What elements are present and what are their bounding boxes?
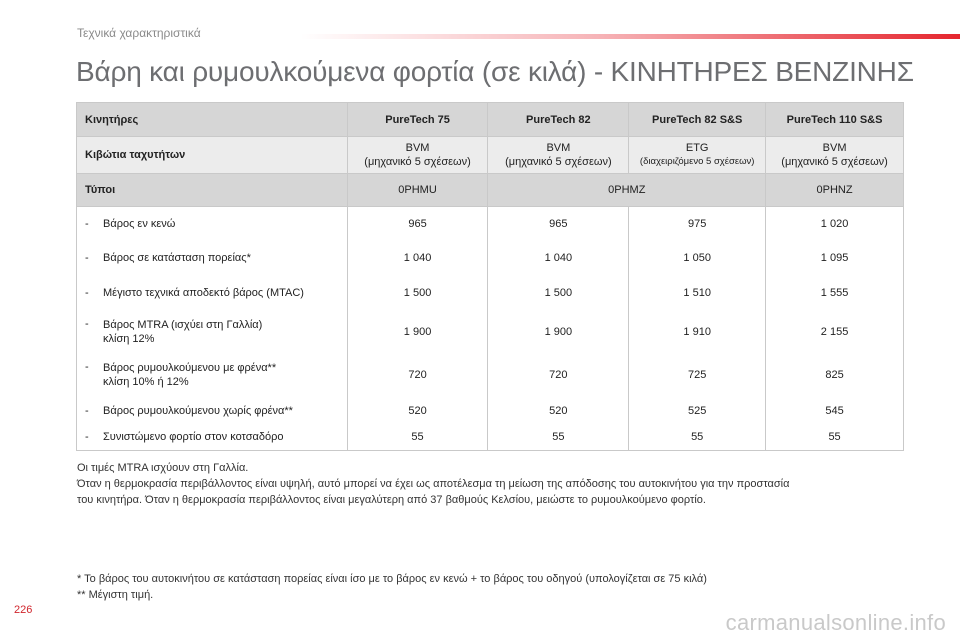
- value-cell: 1 500: [347, 275, 488, 311]
- types-label: Τύποι: [77, 174, 348, 207]
- engine-header: PureTech 75: [347, 103, 488, 137]
- section-label: Τεχνικά χαρακτηριστικά: [77, 26, 201, 40]
- gearbox-desc: (μηχανικό 5 σχέσεων): [364, 156, 471, 168]
- engines-label: Κινητήρες: [77, 103, 348, 137]
- engine-header: PureTech 82 S&S: [629, 103, 766, 137]
- value-cell: 2 155: [766, 311, 904, 353]
- top-accent-rule: [300, 34, 960, 39]
- row-label: [77, 311, 348, 353]
- row-label-subtext: κλίση 10% ή 12%: [103, 375, 189, 388]
- value-cell: 55: [488, 425, 629, 451]
- specs-table: [76, 102, 904, 451]
- value-cell: 975: [629, 207, 766, 241]
- notes-block: [77, 460, 907, 508]
- value-cell: 545: [766, 397, 904, 425]
- note-line: του κινητήρα. Όταν η θερμοκρασία περιβάλλοντος είναι μεγαλύτερη από 37 βαθμούς Κελσίου, μειώστε το ρυμουλκούμενο φορτίο.: [77, 494, 706, 506]
- page-number: 226: [14, 604, 33, 616]
- row-label: [77, 397, 348, 425]
- row-label: [77, 353, 348, 397]
- row-label-text: Μέγιστο τεχνικά αποδεκτό βάρος (MTAC): [103, 286, 304, 299]
- value-cell: 1 555: [766, 275, 904, 311]
- gearbox-desc: (διαχειριζόμενο 5 σχέσεων): [639, 156, 755, 167]
- row-dash: -: [85, 251, 89, 264]
- type-code: 0PHMZ: [488, 174, 766, 207]
- table-row: [77, 311, 904, 353]
- gearbox-code: BVM: [546, 142, 571, 154]
- value-cell: 1 510: [629, 275, 766, 311]
- row-label-text: Βάρος MTRA (ισχύει στη Γαλλία): [103, 318, 263, 331]
- row-dash: -: [85, 404, 89, 417]
- table-row: [77, 207, 904, 241]
- table-row: [77, 241, 904, 275]
- gearbox-label: Κιβώτια ταχυτήτων: [77, 137, 348, 174]
- value-cell: 1 020: [766, 207, 904, 241]
- value-cell: 1 040: [347, 241, 488, 275]
- gearbox-desc: (μηχανικό 5 σχέσεων): [781, 156, 888, 168]
- value-cell: 965: [488, 207, 629, 241]
- types-row: [77, 174, 904, 207]
- row-label-text: Βάρος εν κενώ: [103, 217, 176, 230]
- value-cell: 720: [347, 353, 488, 397]
- value-cell: 520: [488, 397, 629, 425]
- row-dash: -: [85, 217, 89, 230]
- row-dash: -: [85, 317, 89, 330]
- value-cell: 965: [347, 207, 488, 241]
- engines-header-row: [77, 103, 904, 137]
- table-row: [77, 397, 904, 425]
- value-cell: 1 910: [629, 311, 766, 353]
- type-code: 0PHNZ: [766, 174, 904, 207]
- footnote: * Το βάρος του αυτοκινήτου σε κατάσταση πορείας είναι ίσο με το βάρος εν κενώ + το βάρος του οδηγού (υπολογίζεται σε 75 κιλά): [77, 573, 707, 585]
- gearbox-code: ETG: [685, 142, 709, 154]
- value-cell: 720: [488, 353, 629, 397]
- table-row: [77, 275, 904, 311]
- value-cell: 55: [629, 425, 766, 451]
- gearbox-cell: [488, 137, 629, 174]
- gearbox-cell: [347, 137, 488, 174]
- value-cell: 520: [347, 397, 488, 425]
- row-label: [77, 425, 348, 451]
- value-cell: 1 900: [488, 311, 629, 353]
- type-code: 0PHMU: [347, 174, 488, 207]
- row-label: [77, 275, 348, 311]
- row-label: [77, 241, 348, 275]
- value-cell: 55: [766, 425, 904, 451]
- value-cell: 1 500: [488, 275, 629, 311]
- value-cell: 825: [766, 353, 904, 397]
- footnotes-block: [77, 571, 907, 603]
- value-cell: 1 050: [629, 241, 766, 275]
- row-dash: -: [85, 431, 89, 444]
- value-cell: 1 900: [347, 311, 488, 353]
- note-line: Όταν η θερμοκρασία περιβάλλοντος είναι υψηλή, αυτό μπορεί να έχει ως αποτέλεσμα τη μείωση της απόδοσης του αυτοκινήτου για την προστασία: [77, 478, 790, 490]
- gearbox-desc: (μηχανικό 5 σχέσεων): [505, 156, 612, 168]
- engine-header: PureTech 110 S&S: [766, 103, 904, 137]
- gearbox-code: BVM: [822, 142, 847, 154]
- gearbox-cell: [629, 137, 766, 174]
- row-label-text: Βάρος ρυμουλκούμενου χωρίς φρένα**: [103, 404, 293, 417]
- watermark: carmanualsonline.info: [725, 610, 946, 635]
- gearbox-code: BVM: [405, 142, 430, 154]
- row-label-subtext: κλίση 12%: [103, 332, 155, 345]
- value-cell: 1 095: [766, 241, 904, 275]
- row-label-text: Βάρος σε κατάσταση πορείας*: [103, 251, 251, 264]
- row-label-text: Συνιστώμενο φορτίο στον κοτσαδόρο: [103, 431, 284, 444]
- gearbox-row: [77, 137, 904, 174]
- value-cell: 525: [629, 397, 766, 425]
- row-label: [77, 207, 348, 241]
- footnote: ** Μέγιστη τιμή.: [77, 589, 154, 601]
- value-cell: 55: [347, 425, 488, 451]
- row-dash: -: [85, 360, 89, 373]
- table-row: [77, 353, 904, 397]
- table-row: [77, 425, 904, 451]
- engine-header: PureTech 82: [488, 103, 629, 137]
- value-cell: 725: [629, 353, 766, 397]
- value-cell: 1 040: [488, 241, 629, 275]
- row-label-text: Βάρος ρυμουλκούμενου με φρένα**: [103, 361, 277, 374]
- gearbox-cell: [766, 137, 904, 174]
- page-title: Βάρη και ρυμουλκούμενα φορτία (σε κιλά) - ΚΙΝΗΤΗΡΕΣ ΒΕΝΖΙΝΗΣ: [76, 56, 914, 87]
- row-dash: -: [85, 286, 89, 299]
- note-line: Οι τιμές MTRA ισχύουν στη Γαλλία.: [77, 462, 249, 474]
